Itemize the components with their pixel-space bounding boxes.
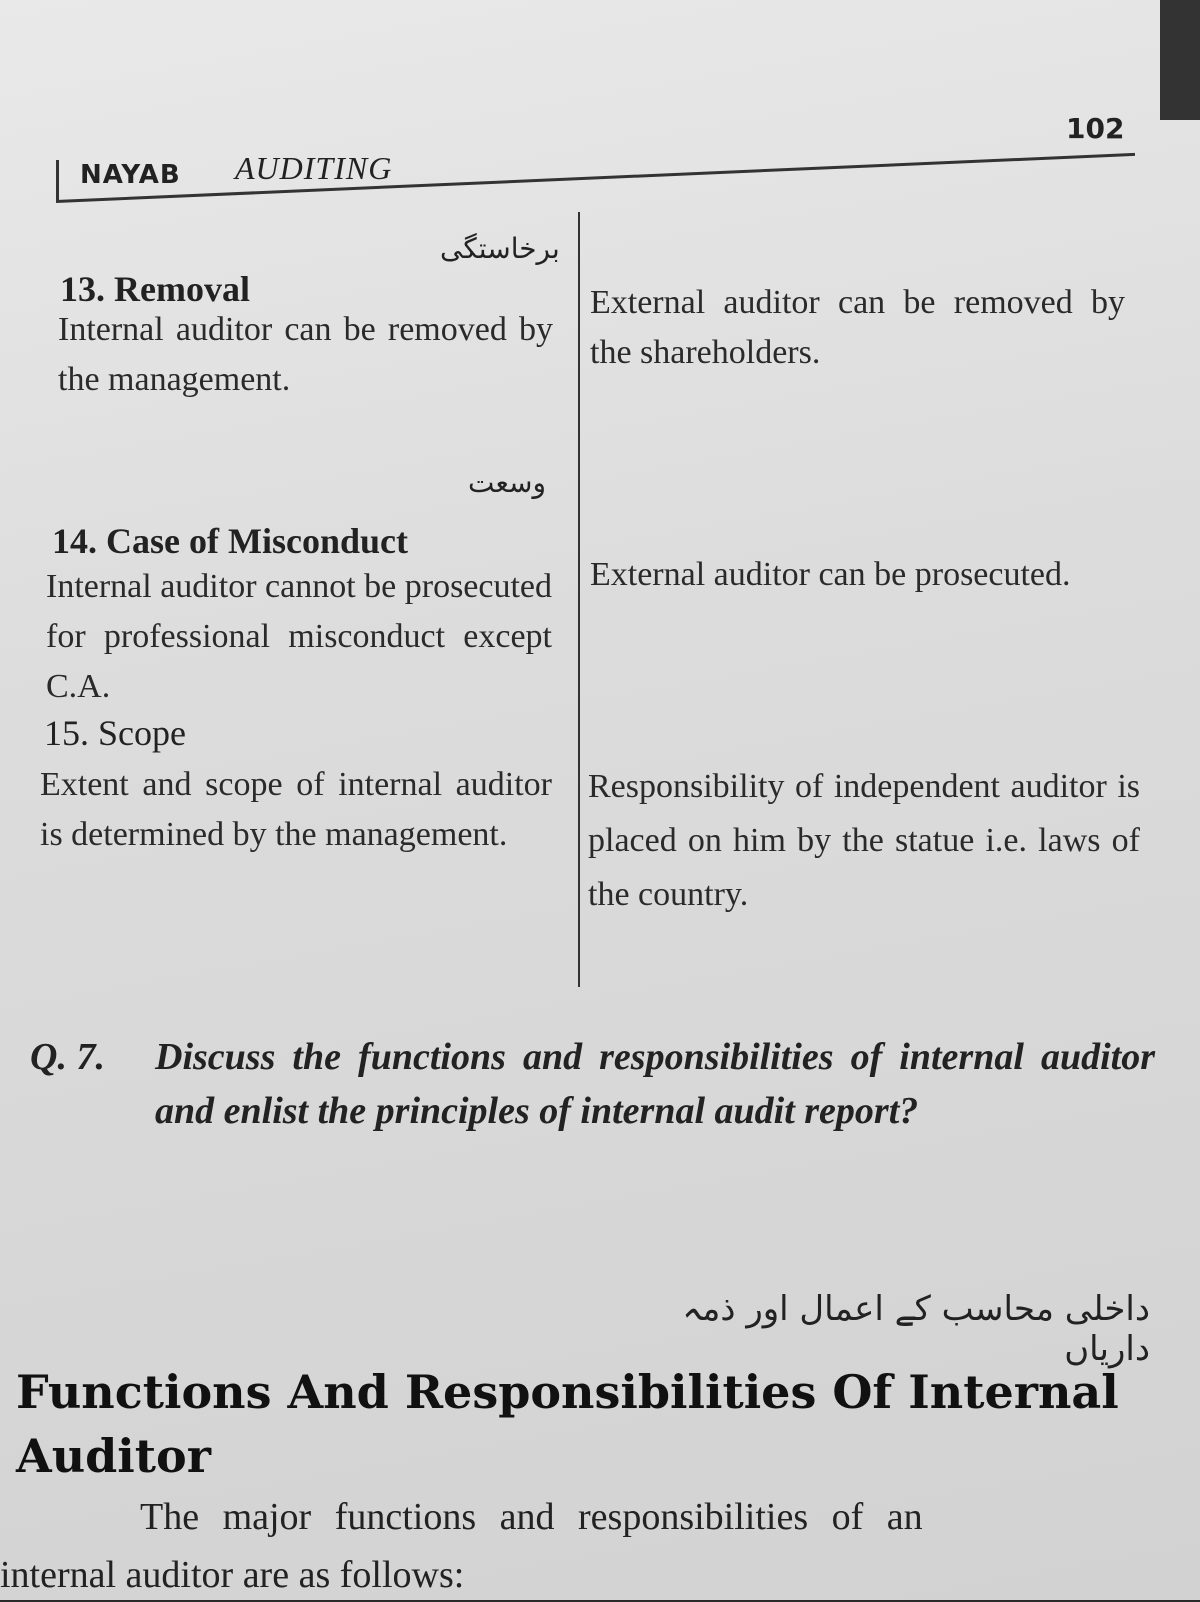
header-rule <box>56 153 1135 203</box>
internal-scope: Extent and scope of internal auditor is determined by the management. <box>40 766 552 853</box>
page-number: 102 <box>1066 112 1125 145</box>
column-divider <box>578 212 580 987</box>
page-corner-shadow <box>1160 0 1200 120</box>
section-title: Functions And Responsibilities Of Internal Auditor <box>16 1365 1119 1483</box>
urdu-note-removal: برخاستگی <box>440 232 560 265</box>
question-label: Q. 7. <box>30 1036 105 1078</box>
heading-misconduct: 14. Case of Misconduct <box>52 521 408 561</box>
header-bracket <box>56 160 59 202</box>
external-misconduct: External auditor can be prosecuted. <box>590 556 1071 593</box>
header-brand: NAYAB <box>80 160 181 190</box>
heading-removal: 13. Removal <box>60 269 250 309</box>
header-book-title: AUDITING <box>235 150 393 186</box>
question-text: Discuss the functions and responsibilities of internal auditor and enlist the principles of internal audit report? <box>155 1036 1155 1132</box>
section-body: The major functions and responsibilities of an <box>140 1496 923 1538</box>
urdu-section-heading: داخلی محاسب کے اعمال اور ذمہ داریاں <box>682 1289 1150 1369</box>
heading-scope: 15. Scope <box>44 713 186 753</box>
urdu-note-misconduct: وسعت <box>468 466 546 499</box>
internal-misconduct: Internal auditor cannot be prosecuted for professional misconduct except C.A. <box>46 568 553 705</box>
section-body-cut: internal auditor are as follows: <box>0 1554 465 1596</box>
internal-removal: Internal auditor can be removed by the management. <box>58 311 553 398</box>
external-removal: External auditor can be removed by the shareholders. <box>590 284 1125 371</box>
external-scope: Responsibility of independent auditor is placed on him by the statue i.e. laws of the country. <box>588 768 1140 913</box>
